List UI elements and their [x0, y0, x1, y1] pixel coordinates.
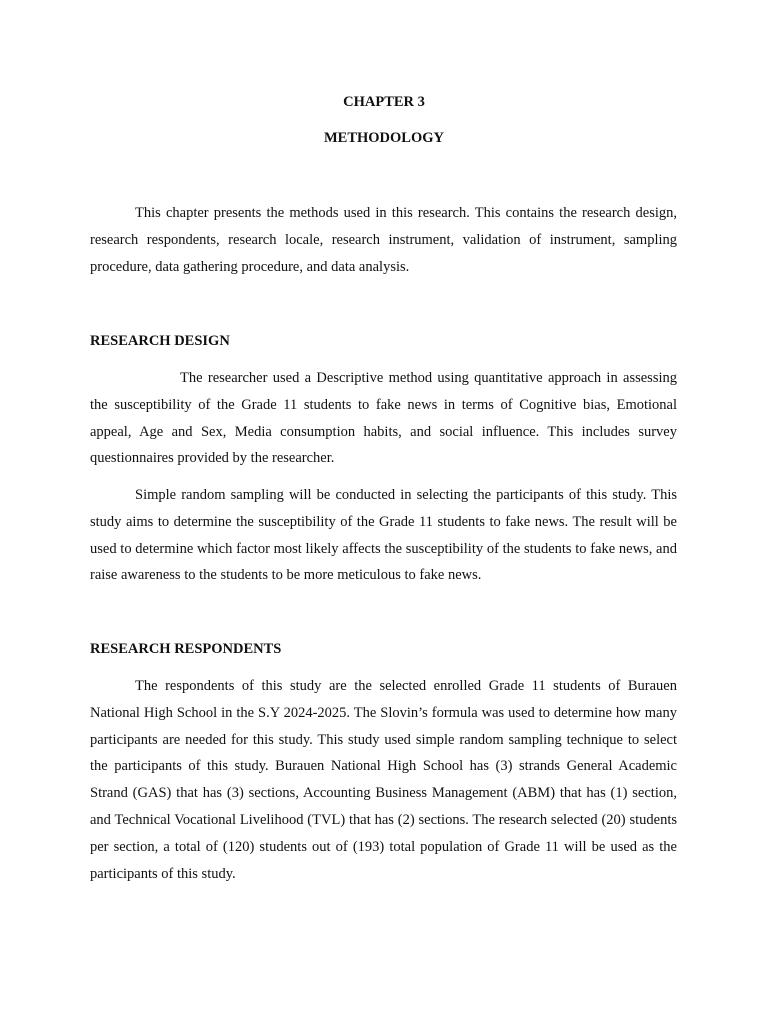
research-design-paragraph-1: The researcher used a Descriptive method using quantitative approach in assessing the susceptibility of the Grade 11 students to fake news in terms of Cognitive bias, Emotional appeal, Age and Sex, Media consumption habits, and social influence. This includes survey questionnaires provided by the researcher.: [90, 370, 677, 467]
research-respondents-heading: RESEARCH RESPONDENTS: [90, 641, 282, 657]
research-design-heading: RESEARCH DESIGN: [90, 333, 230, 349]
research-respondents-paragraph-1: The respondents of this study are the selected enrolled Grade 11 students of Burauen National High School in the S.Y 2024-2025. The Slovin’s formula was used to determine how many participants are needed for this study. This study used simple random sampling technique to select the participants of this study. Burauen National High School has (3) strands General Academic Strand (GAS) that has (3) sections, Accounting Business Management (ABM) that has (1) section, and Technical Vocational Livelihood (TVL) that has (2) sections. The research selected (20) students per section, a total of (120) students out of (193) total population of Grade 11 will be used as the participants of this study.: [90, 678, 677, 882]
chapter-number: CHAPTER 3: [343, 94, 425, 110]
research-design-paragraph-2: Simple random sampling will be conducted in selecting the participants of this study. This study aims to determine the susceptibility of the Grade 11 students to fake news. The result will be used to determine which factor most likely affects the susceptibility of the students to fake news, and raise awareness to the students to be more meticulous to fake news.: [90, 487, 677, 584]
intro-paragraph: This chapter presents the methods used in this research. This contains the research design, research respondents, research locale, research instrument, validation of instrument, sampling procedure, data gathering procedure, and data analysis.: [90, 205, 677, 275]
chapter-title: METHODOLOGY: [323, 130, 445, 146]
